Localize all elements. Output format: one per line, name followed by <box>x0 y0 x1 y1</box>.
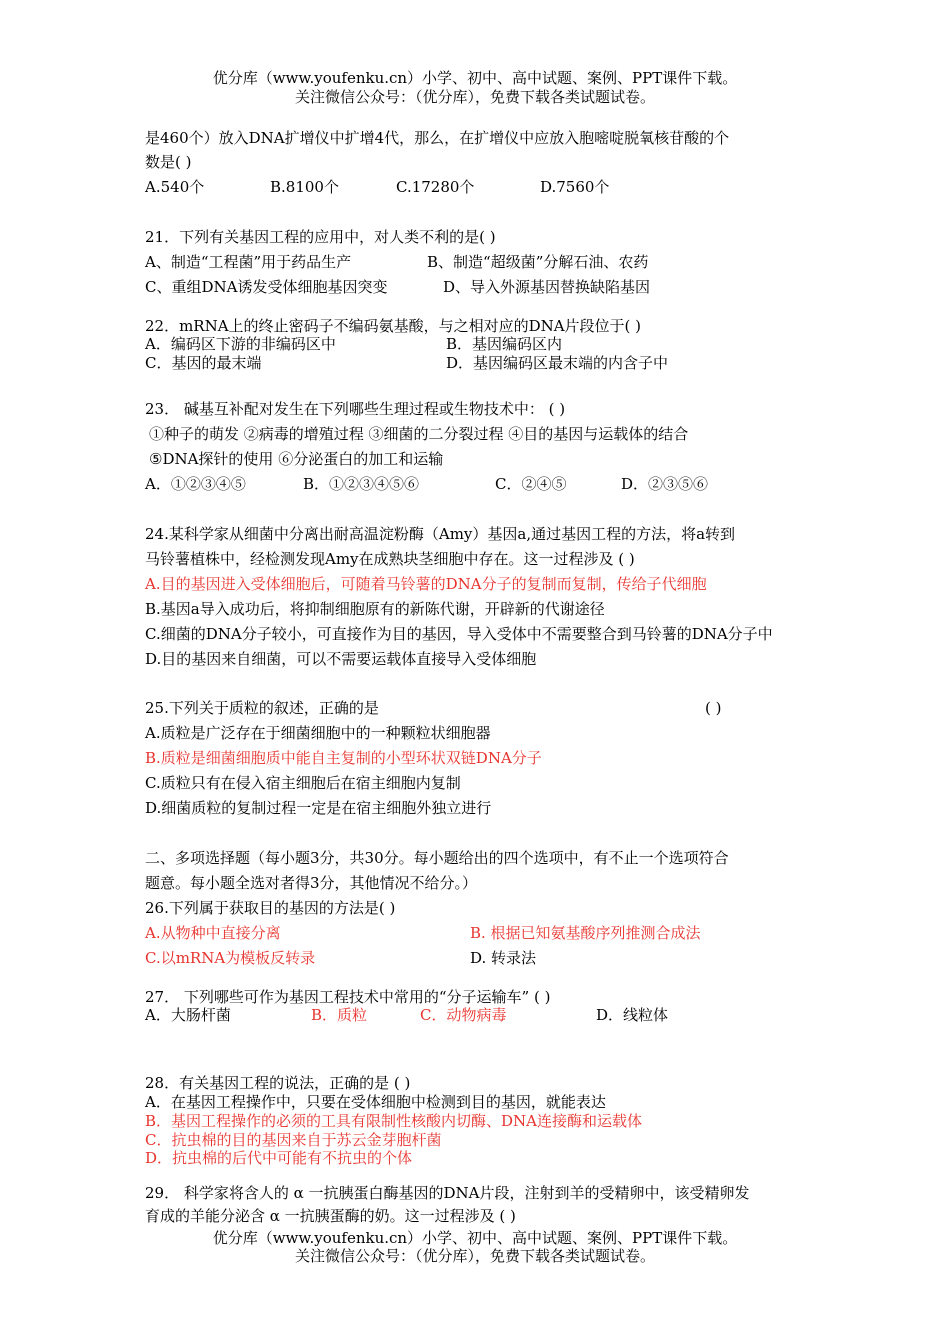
q27-stem: 27． 下列哪些可作为基因工程技术中常用的“分子运输车” ( ) <box>145 988 551 1006</box>
q24-option-a: A.目的基因进入受体细胞后，可随着马铃薯的DNA分子的复制而复制，传给子代细胞 <box>145 575 707 593</box>
q25-option-d: D.细菌质粒的复制过程一定是在宿主细胞外独立进行 <box>145 799 492 817</box>
q25-option-a: A.质粒是广泛存在于细菌细胞中的一种颗粒状细胞器 <box>145 724 491 742</box>
header-line-2: 关注微信公众号：（优分库），免费下载各类试题试卷。 <box>294 88 655 106</box>
q23-option-b: B．①②③④⑤⑥ <box>303 475 420 493</box>
q20-option-c: C.17280个 <box>396 178 475 196</box>
q20-line-1: 是460个）放入DNA扩增仪中扩增4代，那么，在扩增仪中应放入胞嘧啶脱氧核苷酸的个 <box>145 129 730 147</box>
q26-option-c: C.以mRNA为模板反转录 <box>145 949 316 967</box>
q25-option-c: C.质粒只有在侵入宿主细胞后在宿主细胞内复制 <box>145 774 461 792</box>
q24-option-d: D.目的基因来自细菌，可以不需要运载体直接导入受体细胞 <box>145 650 537 668</box>
q28-option-c: C．抗虫棉的目的基因来自于苏云金芽胞杆菌 <box>145 1131 442 1149</box>
q29-line-2: 育成的羊能分泌含 α 一抗胰蛋酶的奶。这一过程涉及 ( ) <box>145 1207 516 1225</box>
q27-option-a: A．大肠杆菌 <box>145 1006 231 1024</box>
q23-line-3: ⑤DNA探针的使用 ⑥分泌蛋白的加工和运输 <box>149 450 444 468</box>
q22-option-a: A．编码区下游的非编码区中 <box>145 335 336 353</box>
q24-line-2: 马铃薯植株中，经检测发现Amy在成熟块茎细胞中存在。这一过程涉及 ( ) <box>145 550 635 568</box>
q26-stem: 26.下列属于获取目的基因的方法是( ) <box>145 899 396 917</box>
q21-option-a: A、制造“工程菌”用于药品生产 <box>145 253 352 271</box>
q20-option-a: A.540个 <box>145 178 205 196</box>
q22-option-d: D．基因编码区最末端的内含子中 <box>446 354 669 372</box>
q22-option-b: B．基因编码区内 <box>446 335 563 353</box>
q28-option-a: A．在基因工程操作中，只要在受体细胞中检测到目的基因，就能表达 <box>145 1093 606 1111</box>
q22-stem: 22．mRNA上的终止密码子不编码氨基酸，与之相对应的DNA片段位于( ) <box>145 317 642 335</box>
q21-option-c: C、重组DNA诱发受体细胞基因突变 <box>145 278 388 296</box>
section2-heading-line-1: 二、多项选择题（每小题3分，共30分。每小题给出的四个选项中，有不止一个选项符合 <box>145 849 729 867</box>
q20-line-2: 数是( ) <box>145 153 192 171</box>
q20-option-b: B.8100个 <box>270 178 339 196</box>
q23-line-2: ①种子的萌发 ②病毒的增殖过程 ③细菌的二分裂过程 ④目的基因与运载体的结合 <box>149 425 689 443</box>
q28-option-d: D．抗虫棉的后代中可能有不抗虫的个体 <box>145 1149 413 1167</box>
q23-option-a: A．①②③④⑤ <box>145 475 246 493</box>
q23-option-c: C．②④⑤ <box>495 475 567 493</box>
q21-option-b: B、制造“超级菌”分解石油、农药 <box>427 253 649 271</box>
q21-option-d: D、导入外源基因替换缺陷基因 <box>443 278 651 296</box>
q25-option-b: B.质粒是细菌细胞质中能自主复制的小型环状双链DNA分子 <box>145 749 542 767</box>
q28-stem: 28．有关基因工程的说法，正确的是 ( ) <box>145 1074 411 1092</box>
q20-option-d: D.7560个 <box>540 178 610 196</box>
q24-option-b: B.基因a导入成功后，将抑制细胞原有的新陈代谢，开辟新的代谢途径 <box>145 600 605 618</box>
footer-line-2: 关注微信公众号：（优分库），免费下载各类试题试卷。 <box>294 1247 655 1265</box>
q25-answer-paren: ( ) <box>705 699 722 717</box>
q21-stem: 21．下列有关基因工程的应用中，对人类不利的是( ) <box>145 228 496 246</box>
q23-stem: 23． 碱基互补配对发生在下列哪些生理过程或生物技术中： ( ) <box>145 400 566 418</box>
q26-option-a: A.从物种中直接分离 <box>145 924 281 942</box>
q23-option-d: D．②③⑤⑥ <box>621 475 709 493</box>
q27-option-d: D．线粒体 <box>596 1006 669 1024</box>
q29-line-1: 29． 科学家将含人的 α 一抗胰蛋白酶基因的DNA片段，注射到羊的受精卵中，该受精卵发 <box>145 1184 750 1202</box>
q27-option-b: B．质粒 <box>311 1006 368 1024</box>
q26-option-b: B. 根据已知氨基酸序列推测合成法 <box>470 924 701 942</box>
q22-option-c: C．基因的最末端 <box>145 354 262 372</box>
section2-heading-line-2: 题意。每小题全选对者得3分，其他情况不给分。） <box>145 874 478 892</box>
q24-option-c: C.细菌的DNA分子较小，可直接作为目的基因，导入受体中不需要整合到马铃薯的DNA分子中 <box>145 625 773 643</box>
header-line-1: 优分库（www.youfenku.cn）小学、初中、高中试题、案例、PPT课件下载。 <box>212 69 738 87</box>
q27-option-c: C．动物病毒 <box>420 1006 507 1024</box>
footer-line-1: 优分库（www.youfenku.cn）小学、初中、高中试题、案例、PPT课件下载。 <box>212 1229 738 1247</box>
q24-line-1: 24.某科学家从细菌中分离出耐高温淀粉酶（Amy）基因a,通过基因工程的方法，将a转到 <box>145 525 736 543</box>
q28-option-b: B．基因工程操作的必须的工具有限制性核酸内切酶、DNA连接酶和运载体 <box>145 1112 643 1130</box>
q25-stem: 25.下列关于质粒的叙述，正确的是 <box>145 699 379 717</box>
q26-option-d: D. 转录法 <box>470 949 537 967</box>
